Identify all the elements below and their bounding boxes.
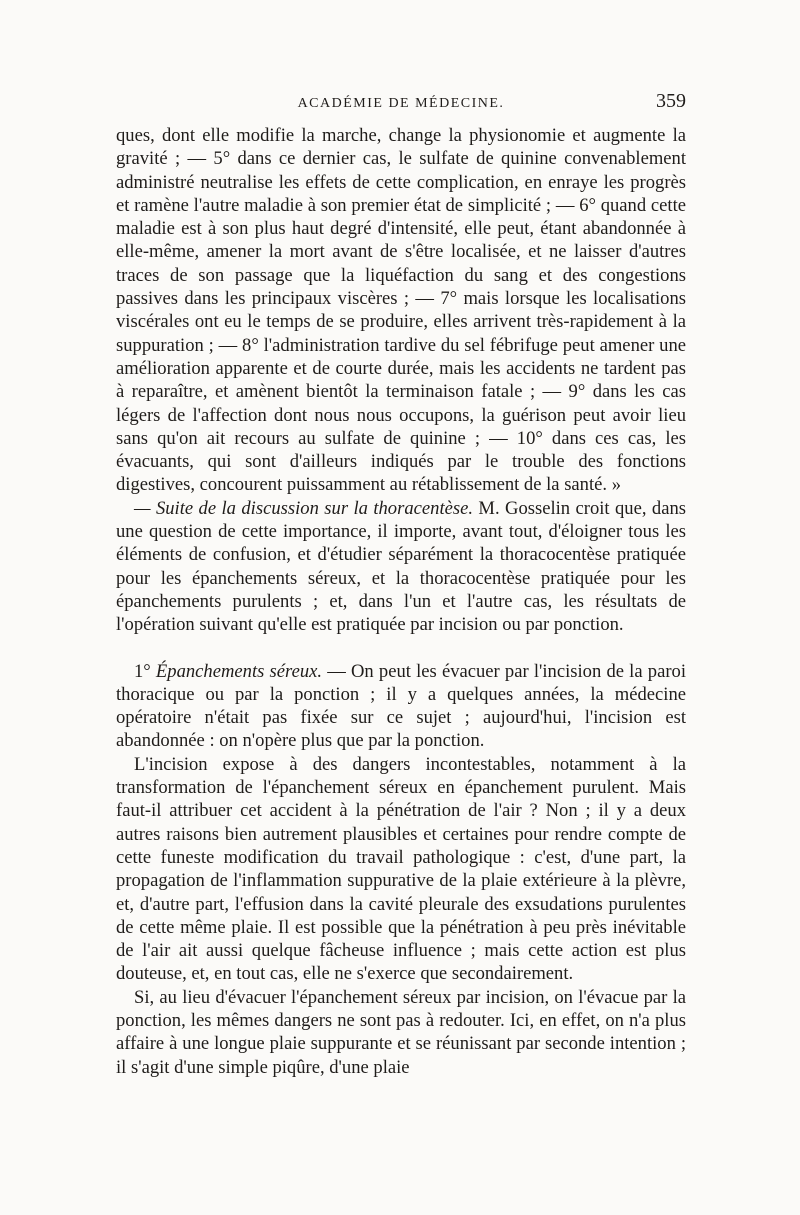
- section-number: 1°: [134, 660, 156, 682]
- paragraph-5: Si, au lieu d'évacuer l'épanchement séreux par incision, on l'évacue par la ponction, les mêmes dangers ne sont pas à redouter. Ici, en effet, on n'a plus affaire à une longue plaie suppurante et se réunissant par seconde intention ; il s'agit d'une simple piqûre, d'une plaie: [116, 986, 686, 1078]
- book-page: [116, 90, 686, 1079]
- paragraph-3: [116, 660, 686, 753]
- paragraph-3-text: — On peut les évacuer par l'incision de la paroi thoracique ou par la ponction ; il y a quelques années, la médecine opératoire n'était pas fixée sur ce sujet ; aujourd'hui, l'incision est abandonnée : on n'opère plus que par la ponction.: [116, 660, 686, 752]
- section-title-thoracentese: — Suite de la discussion sur la thoracentèse.: [134, 497, 473, 519]
- page-number: 359: [656, 90, 686, 112]
- section-gap: [116, 637, 686, 660]
- paragraph-2: [116, 497, 686, 637]
- running-title: ACADÉMIE DE MÉDECINE.: [297, 96, 505, 111]
- section-title-epanchements-sereux: Épanchements séreux.: [155, 660, 323, 682]
- paragraph-4: L'incision expose à des dangers incontestables, notamment à la transformation de l'épanchement séreux en épanchement purulent. Mais faut-il attribuer cet accident à la pénétration de l'air ? Non ; il y a deux autres raisons bien autrement plausibles et certaines pour rendre compte de cette funeste modification du travail pathologique : c'est, d'une part, la propagation de l'inflammation suppurative de la plaie extérieure à la plèvre, et, d'autre part, l'effusion dans la cavité pleurale des exsudations purulentes de cette même plaie. Il est possible que la pénétration à peu près inévitable de l'air ait aussi quelque fâcheuse influence ; mais cette action est plus douteuse, et, en tout cas, elle ne s'exerce que secondairement.: [116, 753, 686, 985]
- body-text: [116, 124, 686, 1079]
- page-header: [116, 90, 686, 124]
- paragraph-1: ques, dont elle modifie la marche, change la physionomie et augmente la gravité ; — 5° dans ce dernier cas, le sulfate de quinine convenablement administré neutralise les effets de cette complication, en enraye les progrès et ramène l'autre maladie à son premier état de simplicité ; — 6° quand cette maladie est à son plus haut degré d'intensité, elle peut, étant abandonnée à elle-même, amener la mort avant de s'être localisée, et ne laisser d'autres traces de son passage que la liquéfaction du sang et des congestions passives dans les principaux viscères ; — 7° mais lorsque les localisations viscérales ont eu le temps de se produire, elles arrivent très-rapidement à la suppuration ; — 8° l'administration tardive du sel fébrifuge peut amener une amélioration apparente et de courte durée, mais les accidents ne tardent pas à reparaître, et amènent bientôt la terminaison fatale ; — 9° dans les cas légers de l'affection dont nous nous occupons, la guérison peut avoir lieu sans qu'on ait recours au sulfate de quinine ; — 10° dans ces cas, les évacuants, qui sont d'ailleurs indiqués par le trouble des fonctions digestives, concourent puissamment au rétablissement de la santé. »: [116, 125, 686, 496]
- paragraph-2-text: M. Gosselin croit que, dans une question de cette importance, il importe, avant tout, d'éloigner tous les éléments de confusion, et d'étudier séparément la thoracocentèse pratiquée pour les épanchements séreux, et la thoracocentèse pratiquée pour les épanchements purulents ; et, dans l'un et l'autre cas, les résultats de l'opération suivant qu'elle est pratiquée par incision ou par ponction.: [116, 497, 686, 636]
